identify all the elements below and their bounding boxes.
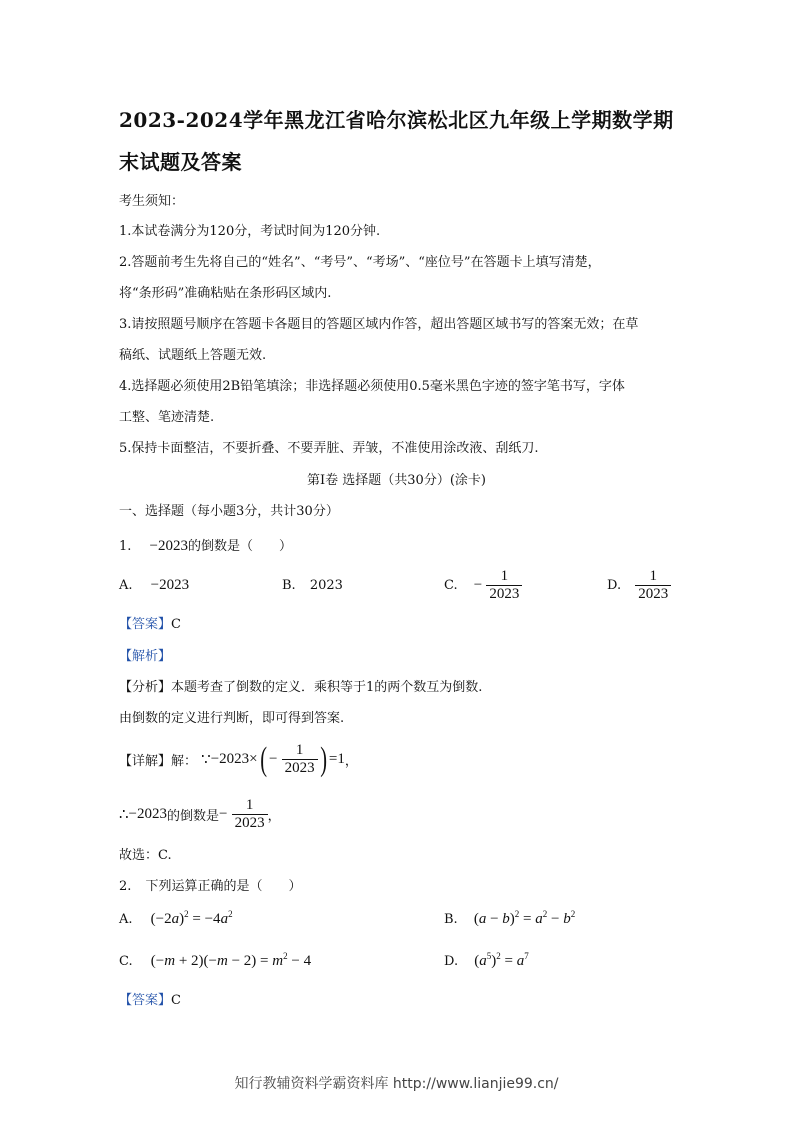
notice-item-5: 5.保持卡面整洁，不要折叠、不要弄脏、弄皱，不准使用涂改液、刮纸刀.	[119, 441, 539, 456]
notice-item-4-cont: 工整、笔迹清楚.	[119, 410, 215, 425]
fraction-numerator: 1	[649, 568, 657, 584]
math-expr: =1	[328, 751, 345, 767]
answer-tag: 【答案】	[119, 993, 172, 1008]
option-a	[119, 577, 189, 594]
answer-tag: 【答案】	[119, 617, 172, 632]
option-label: D.	[444, 954, 459, 969]
notice-item-3: 3.请按照题号顺序在答题卡各题目的答题区域内作答，超出答题区域书写的答案无效；在草	[119, 317, 639, 332]
notice-item-2-cont: 将“条形码”准确粘贴在条形码区域内.	[119, 286, 332, 301]
fraction-denominator: 2023	[282, 759, 318, 777]
conclusion-text: 的倒数是	[167, 809, 220, 824]
analysis-line-2: 由倒数的定义进行判断，即可得到答案.	[119, 711, 345, 726]
detail-prefix: 解：	[171, 754, 198, 769]
therefore-symbol: ∴	[119, 807, 129, 823]
right-paren: )	[319, 740, 327, 778]
option-value: −2023	[150, 577, 190, 593]
part-title: 一、选择题（每小题3分，共计30分）	[119, 504, 339, 519]
question-stem: 下列运算正确的是（ ）	[145, 879, 302, 894]
fraction	[232, 797, 268, 832]
option-label: C.	[444, 578, 458, 593]
fraction	[635, 568, 671, 603]
math-expr: −2023	[149, 538, 189, 554]
fenxi-text: 本题考查了倒数的定义．乘积等于1的两个数互为倒数.	[171, 680, 483, 695]
notice-item-4: 4.选择题必须使用2B铅笔填涂；非选择题必须使用0.5毫米黑色字迹的签字笔书写，字体	[119, 379, 625, 394]
option-label: C.	[119, 954, 133, 969]
answer-value: C	[171, 617, 181, 632]
choice-line: 故选：C.	[119, 848, 172, 863]
footer-watermark: 知行教辅资料学霸资料库 http://www.lianjie99.cn/	[234, 1076, 559, 1092]
answer-line	[119, 989, 181, 1008]
option-value: 2023	[309, 578, 343, 593]
notice-heading: 考生须知：	[119, 194, 185, 209]
option-label: B.	[282, 578, 296, 593]
analysis-line	[119, 676, 482, 695]
fraction	[486, 568, 522, 603]
page-title-cont: 末试题及答案	[119, 150, 242, 174]
fraction-numerator: 1	[295, 742, 304, 758]
notice-item-1: 1.本试卷满分为120分，考试时间为120分钟.	[119, 224, 381, 239]
fraction-denominator: 2023	[232, 814, 268, 832]
fraction-denominator: 2023	[635, 585, 671, 603]
option-label: B.	[444, 912, 458, 927]
page-title: 2023-2024学年黑龙江省哈尔滨松北区九年级上学期数学期	[119, 108, 674, 132]
detail-line	[119, 742, 358, 777]
fraction-denominator: 2023	[486, 585, 522, 603]
fenxi-tag: 【分析】	[119, 680, 172, 695]
question-number: 2.	[119, 879, 132, 894]
punctuation: ，	[344, 754, 358, 769]
fraction-numerator: 1	[500, 568, 509, 584]
notice-item-2: 2.答题前考生先将自己的“姓名”、“考号”、“考场”、“座位号”在答题卡上填写清楚，	[119, 255, 601, 270]
question-number: 1.	[119, 539, 132, 554]
fraction-numerator: 1	[245, 797, 254, 813]
option-d	[444, 951, 529, 970]
analysis-heading	[119, 645, 171, 664]
conclusion-line	[119, 797, 281, 832]
option-label: D.	[607, 578, 622, 593]
math-expr: $(a^5)^2 = a^7$	[474, 951, 529, 969]
section-title: 第Ⅰ卷 选择题（共30分）(涂卡)	[307, 473, 486, 488]
option-c	[444, 568, 522, 603]
answer-line	[119, 613, 181, 632]
option-a	[119, 909, 233, 928]
option-c	[119, 951, 311, 970]
option-label: A.	[119, 578, 133, 593]
detail-tag: 【详解】	[119, 754, 172, 769]
notice-item-3-cont: 稿纸、试题纸上答题无效.	[119, 348, 267, 363]
option-label: A.	[119, 912, 133, 927]
minus-sign: −	[268, 751, 278, 767]
option-b	[282, 578, 343, 593]
punctuation: ，	[267, 809, 281, 824]
math-expr: −2023×	[210, 751, 258, 767]
fraction	[282, 742, 318, 777]
minus-sign: −	[219, 806, 228, 822]
math-expr: $(-2a)^2 = -4a^2$	[150, 909, 233, 927]
math-expr: −2023	[128, 806, 168, 822]
option-b	[444, 909, 575, 928]
answer-value: C	[171, 993, 181, 1008]
question-stem: 的倒数是（ ）	[188, 539, 293, 554]
minus-sign: −	[473, 577, 483, 593]
math-expr: $(a - b)^2 = a^2 - b^2$	[473, 909, 576, 927]
analysis-tag: 【解析】	[119, 649, 172, 664]
question-2	[119, 875, 302, 894]
because-symbol: ∵	[201, 752, 211, 768]
left-paren: (	[259, 740, 267, 778]
question-1	[119, 535, 292, 555]
math-expr: $(-m + 2)(-m - 2) = m^2 - 4$	[150, 951, 312, 969]
option-d	[607, 568, 671, 603]
